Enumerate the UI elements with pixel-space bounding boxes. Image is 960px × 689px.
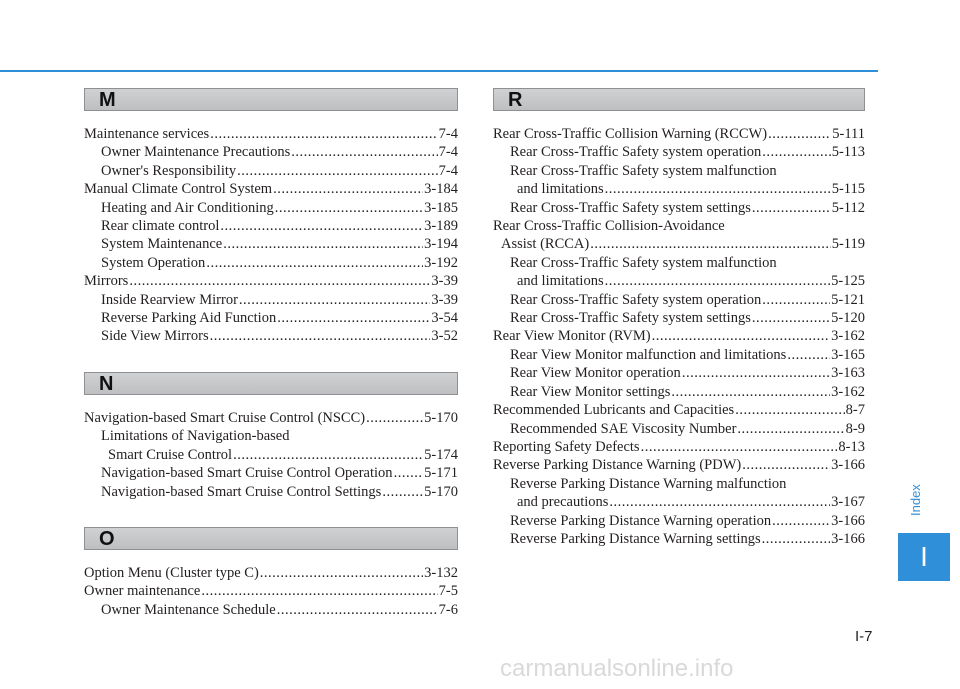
entry-text: System Maintenance xyxy=(101,236,223,253)
dot-leader xyxy=(641,438,838,456)
index-entry[interactable] xyxy=(84,309,458,327)
entry-text: Heating and Air Conditioning xyxy=(101,199,274,216)
entry-text: Rear Cross-Traffic Safety system operation xyxy=(510,144,762,161)
section-header xyxy=(84,372,458,395)
index-entry-heading: Rear Cross-Traffic Safety system malfunction xyxy=(510,254,777,271)
entry-page: 3-162 xyxy=(831,328,865,345)
dot-leader xyxy=(609,493,830,511)
entry-page: 5-111 xyxy=(832,126,865,142)
dot-leader xyxy=(277,601,438,619)
index-entry-heading: Reverse Parking Distance Warning malfunction xyxy=(510,475,787,492)
dot-leader xyxy=(239,291,431,309)
top-rule xyxy=(0,70,878,72)
entry-page: 3-166 xyxy=(831,457,865,474)
section-header xyxy=(84,88,458,111)
entry-page: 5-174 xyxy=(424,446,458,463)
section-letter: M xyxy=(99,89,116,111)
index-entry[interactable] xyxy=(84,199,458,217)
dot-leader xyxy=(210,125,437,143)
index-tab-label: Index xyxy=(908,484,923,516)
index-entry[interactable] xyxy=(493,383,865,401)
index-entry[interactable] xyxy=(493,530,865,548)
index-entry[interactable] xyxy=(84,483,458,501)
entry-text: Rear climate control xyxy=(101,218,220,235)
index-section-r xyxy=(493,88,865,548)
entry-page: 3-162 xyxy=(831,383,865,400)
entry-text: and precautions xyxy=(517,494,609,511)
entry-text: Rear View Monitor (RVM) xyxy=(493,328,651,345)
section-letter: N xyxy=(99,372,114,395)
entry-text: Reverse Parking Distance Warning settings xyxy=(510,530,761,547)
index-entry[interactable] xyxy=(493,327,865,345)
entry-page: 8-13 xyxy=(838,438,865,455)
dot-leader xyxy=(382,483,423,501)
dot-leader xyxy=(273,180,423,198)
entry-page: 5-113 xyxy=(831,144,865,161)
index-entry[interactable] xyxy=(493,309,865,327)
dot-leader xyxy=(291,143,437,161)
index-tab: I xyxy=(898,533,950,581)
dot-leader xyxy=(366,409,423,427)
dot-leader xyxy=(223,235,423,253)
entry-text: Manual Climate Control System xyxy=(84,181,273,198)
entry-page: 5-170 xyxy=(424,409,458,426)
index-column-left xyxy=(84,88,458,645)
index-section-n xyxy=(84,372,458,501)
dot-leader xyxy=(737,420,844,438)
entry-text: Smart Cruise Control xyxy=(108,446,233,463)
dot-leader xyxy=(762,143,830,161)
dot-leader xyxy=(768,125,831,143)
dot-leader xyxy=(605,272,831,290)
entry-text: Side View Mirrors xyxy=(101,328,209,345)
entry-page: 5-125 xyxy=(831,273,865,290)
index-entry[interactable] xyxy=(493,493,865,511)
dot-leader xyxy=(605,180,831,198)
dot-leader xyxy=(277,309,430,327)
dot-leader xyxy=(590,235,830,253)
entry-page: 7-6 xyxy=(438,601,458,618)
index-entry-heading: Rear Cross-Traffic Safety system malfunction xyxy=(510,162,777,179)
index-entry[interactable] xyxy=(84,125,458,143)
dot-leader xyxy=(237,162,438,180)
dot-leader xyxy=(772,512,830,530)
entry-page: 3-167 xyxy=(831,494,865,511)
dot-leader xyxy=(787,346,830,364)
dot-leader xyxy=(394,464,424,482)
entry-page: 5-171 xyxy=(424,465,458,482)
index-entry[interactable] xyxy=(84,601,458,619)
index-entry[interactable] xyxy=(493,235,865,253)
index-entry[interactable] xyxy=(84,162,458,180)
entry-text: Navigation-based Smart Cruise Control Settings xyxy=(101,483,382,500)
dot-leader xyxy=(275,199,423,217)
entry-page: 3-189 xyxy=(424,218,458,235)
entry-text: and limitations xyxy=(517,273,604,290)
entry-page: 5-115 xyxy=(831,181,865,198)
entry-text: Navigation-based Smart Cruise Control Operation xyxy=(101,465,393,482)
entry-text: Owner's Responsibility xyxy=(101,162,237,179)
dot-leader xyxy=(210,327,431,345)
index-entry[interactable] xyxy=(84,180,458,198)
entry-page: 7-4 xyxy=(438,162,458,179)
entry-text: Rear Cross-Traffic Safety system settings xyxy=(510,310,751,327)
index-entry-heading: Rear Cross-Traffic Collision-Avoidance xyxy=(493,218,725,235)
section-header xyxy=(493,88,865,111)
entry-page: 3-166 xyxy=(831,530,865,547)
index-section-m xyxy=(84,88,458,346)
entry-page: 3-52 xyxy=(431,328,458,345)
index-entry-heading: Limitations of Navigation-based xyxy=(101,428,290,445)
entry-page: 3-194 xyxy=(424,236,458,253)
dot-leader xyxy=(752,309,830,327)
entry-text: Rear Cross-Traffic Collision Warning (RCCW) xyxy=(493,126,768,142)
dot-leader xyxy=(752,199,831,217)
entry-page: 3-132 xyxy=(424,564,458,581)
entry-text: Navigation-based Smart Cruise Control (NSCC) xyxy=(84,409,366,426)
index-entry[interactable] xyxy=(84,272,458,290)
entry-text: Owner Maintenance Schedule xyxy=(101,601,276,618)
entry-page: 5-120 xyxy=(831,310,865,327)
entry-page: 3-166 xyxy=(831,512,865,529)
entry-text: Mirrors xyxy=(84,273,129,290)
entry-text: Assist (RCCA) xyxy=(501,236,590,253)
section-header xyxy=(84,527,458,550)
index-entry[interactable] xyxy=(493,420,865,438)
index-entry[interactable] xyxy=(493,438,865,456)
entry-page: 5-170 xyxy=(424,483,458,500)
index-entry[interactable] xyxy=(493,456,865,474)
index-entry[interactable] xyxy=(84,564,458,582)
entry-text: Reverse Parking Distance Warning operation xyxy=(510,512,772,529)
entry-page: 3-165 xyxy=(831,346,865,363)
entry-text: Owner maintenance xyxy=(84,583,201,600)
dot-leader xyxy=(671,383,830,401)
index-entry[interactable] xyxy=(493,291,865,309)
dot-leader xyxy=(129,272,430,290)
dot-leader xyxy=(742,456,830,474)
index-entry[interactable] xyxy=(84,235,458,253)
watermark: carmanualsonline.info xyxy=(500,655,734,682)
index-entry[interactable] xyxy=(493,364,865,382)
dot-leader xyxy=(762,291,830,309)
entry-page: 5-119 xyxy=(831,236,865,253)
index-entry[interactable] xyxy=(84,446,458,464)
dot-leader xyxy=(682,364,830,382)
index-entry[interactable] xyxy=(493,143,865,161)
index-entry[interactable] xyxy=(493,272,865,290)
entry-text: Owner Maintenance Precautions xyxy=(101,144,291,161)
dot-leader xyxy=(762,530,831,548)
entry-text: System Operation xyxy=(101,254,206,271)
index-column-right xyxy=(493,88,865,574)
entry-page: 5-121 xyxy=(831,291,865,308)
index-entry[interactable] xyxy=(84,254,458,272)
dot-leader xyxy=(206,254,423,272)
entry-text: Recommended Lubricants and Capacities xyxy=(493,402,735,419)
entry-text: Rear View Monitor operation xyxy=(510,365,681,382)
entry-page: 7-4 xyxy=(438,144,458,161)
entry-page: 3-163 xyxy=(831,365,865,382)
index-entry[interactable] xyxy=(84,217,458,235)
index-entry[interactable] xyxy=(84,327,458,345)
entry-page: 3-54 xyxy=(431,310,458,327)
dot-leader xyxy=(735,401,844,419)
dot-leader xyxy=(220,217,423,235)
entry-page: 8-9 xyxy=(845,420,865,437)
dot-leader xyxy=(652,327,831,345)
page-number: I-7 xyxy=(855,628,873,645)
entry-page: 7-5 xyxy=(438,583,458,600)
entry-page: 7-4 xyxy=(438,126,458,142)
index-entry[interactable] xyxy=(493,199,865,217)
dot-leader xyxy=(260,564,423,582)
index-entry[interactable] xyxy=(84,464,458,482)
entry-text: Reporting Safety Defects xyxy=(493,438,640,455)
entry-text: Rear View Monitor settings xyxy=(510,383,671,400)
index-entry[interactable] xyxy=(84,291,458,309)
index-entry[interactable] xyxy=(84,143,458,161)
index-entry[interactable] xyxy=(493,180,865,198)
index-entry[interactable] xyxy=(493,512,865,530)
dot-leader xyxy=(201,582,437,600)
index-entry[interactable] xyxy=(84,409,458,427)
entry-text: Option Menu (Cluster type C) xyxy=(84,564,259,581)
entry-page: 5-112 xyxy=(831,199,865,216)
entry-page: 3-192 xyxy=(424,254,458,271)
entry-text: Rear Cross-Traffic Safety system operation xyxy=(510,291,762,308)
entry-page: 3-39 xyxy=(431,273,458,290)
entry-text: Rear Cross-Traffic Safety system settings xyxy=(510,199,751,216)
section-letter: O xyxy=(99,527,115,550)
dot-leader xyxy=(233,446,423,464)
entry-page: 3-39 xyxy=(431,291,458,308)
entry-page: 8-7 xyxy=(845,402,865,419)
entry-text: Inside Rearview Mirror xyxy=(101,291,238,308)
index-entry[interactable] xyxy=(493,125,865,143)
entry-text: Reverse Parking Distance Warning (PDW) xyxy=(493,457,742,474)
index-entry[interactable] xyxy=(493,346,865,364)
entry-text: Maintenance services xyxy=(84,126,210,142)
index-entry[interactable] xyxy=(84,582,458,600)
entry-text: Reverse Parking Aid Function xyxy=(101,310,277,327)
entry-text: and limitations xyxy=(517,181,604,198)
entry-page: 3-185 xyxy=(424,199,458,216)
index-section-o xyxy=(84,527,458,619)
entry-page: 3-184 xyxy=(424,181,458,198)
section-letter: R xyxy=(508,89,523,111)
index-entry[interactable] xyxy=(493,401,865,419)
entry-text: Recommended SAE Viscosity Number xyxy=(510,420,737,437)
entry-text: Rear View Monitor malfunction and limitations xyxy=(510,346,787,363)
